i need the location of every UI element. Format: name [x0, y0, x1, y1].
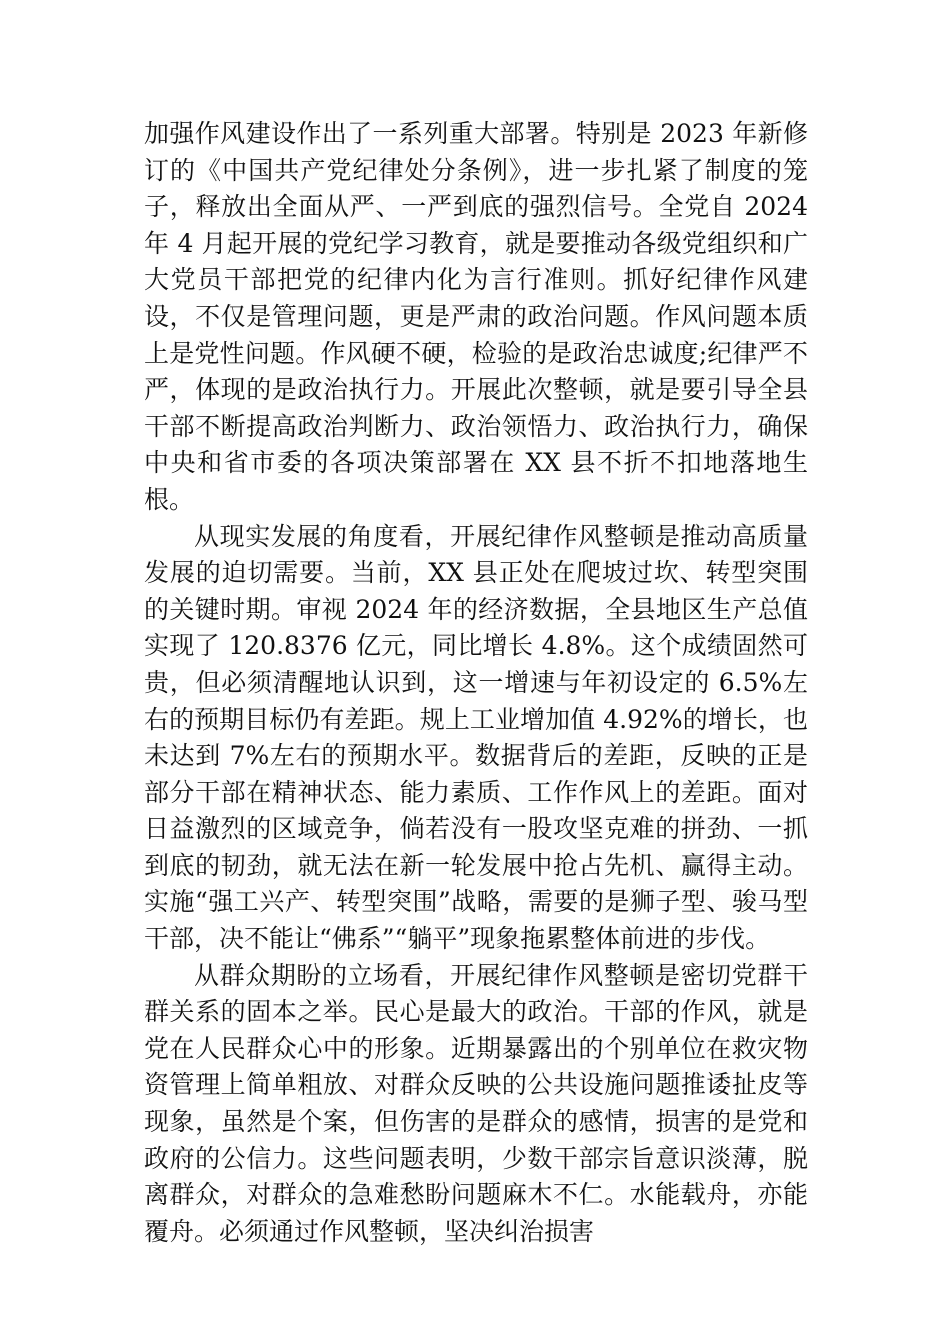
paragraph-3: 从群众期盼的立场看，开展纪律作风整顿是密切党群干群关系的固本之举。民心是最大的政治。干部的作风，就是党在人民群众心中的形象。近期暴露出的个别单位在救灾物资管理上简单粗放、对群众反映的公共设施问题推诿扯皮等现象，虽然是个案，但伤害的是群众的感情，损害的是党和政府的公信力。这些问题表明，少数干部宗旨意识淡薄，脱离群众，对群众的急难愁盼问题麻木不仁。水能载舟，亦能覆舟。必须通过作风整顿，坚决纠治损害 — [144, 960, 808, 1246]
paragraph-2: 从现实发展的角度看，开展纪律作风整顿是推动高质量发展的迫切需要。当前，XX 县正处在爬坡过坎、转型突围的关键时期。审视 2024 年的经济数据，全县地区生产总值实现了 120.8376 亿元，同比增长 4.8%。这个成绩固然可贵，但必须清醒地认识到，这一增速与年初设定的 6.5%左右的预期目标仍有差距。规上工业增加值 4.92%的增长，也未达到 7%左右的预期水平。数据背后的差距，反映的正是部分干部在精神状态、能力素质、工作作风上的差距。面对日益激烈的区域竞争，倘若没有一股攻坚克难的拼劲、一抓到底的韧劲，就无法在新一轮发展中抢占先机、赢得主动。实施“强工兴产、转型突围”战略，需要的是狮子型、骏马型干部，决不能让“佛系”“躺平”现象拖累整体前进的步伐。 — [144, 521, 808, 954]
document-body — [144, 116, 808, 1250]
paragraph-1: 加强作风建设作出了一系列重大部署。特别是 2023 年新修订的《中国共产党纪律处分条例》，进一步扎紧了制度的笼子，释放出全面从严、一严到底的强烈信号。全党自 2024 年 4 月起开展的党纪学习教育，就是要推动各级党组织和广大党员干部把党的纪律内化为言行准则。抓好纪律作风建设，不仅是管理问题，更是严肃的政治问题。作风问题本质上是党性问题。作风硬不硬，检验的是政治忠诚度;纪律严不严，体现的是政治执行力。开展此次整顿，就是要引导全县干部不断提高政治判断力、政治领悟力、政治执行力，确保中央和省市委的各项决策部署在 XX 县不折不扣地落地生根。 — [144, 119, 808, 514]
